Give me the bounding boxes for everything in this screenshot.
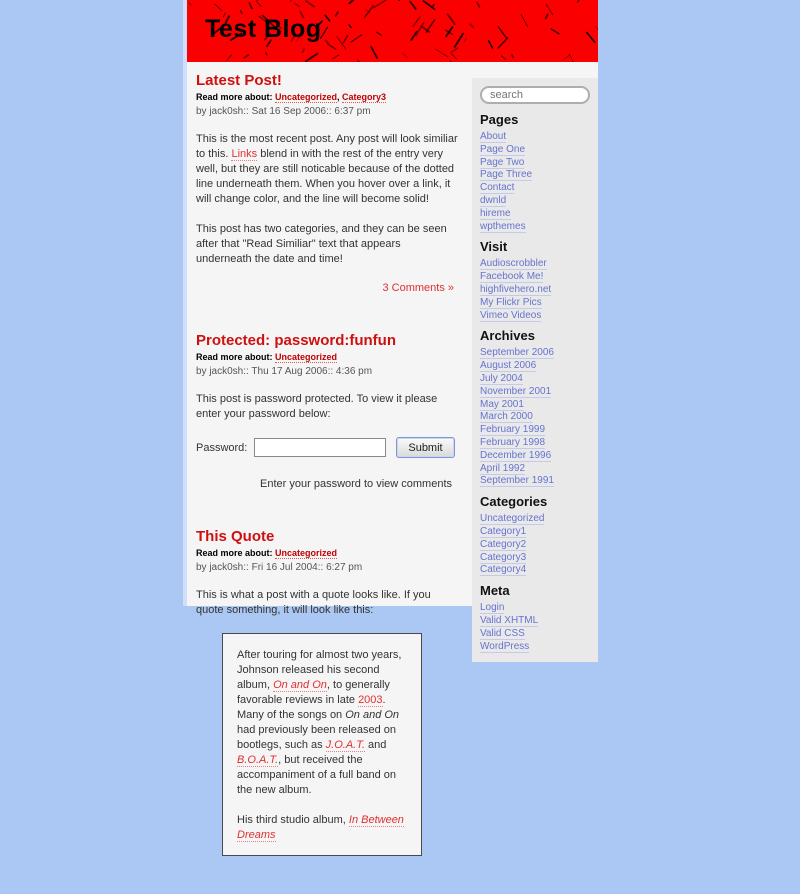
- post-title[interactable]: Protected: password:funfun: [196, 332, 458, 349]
- sidebar-link-list: [480, 130, 590, 231]
- sidebar-link[interactable]: About: [480, 131, 506, 143]
- sidebar-sections: [480, 112, 590, 651]
- sidebar-link-list: [480, 257, 590, 320]
- sidebar-list-item: [480, 130, 590, 142]
- submit-button[interactable]: Submit: [396, 437, 454, 458]
- sidebar-link[interactable]: Facebook Me!: [480, 271, 543, 283]
- sidebar-link[interactable]: July 2004: [480, 373, 523, 385]
- sidebar-list-item: [480, 538, 590, 550]
- sidebar-list-item: [480, 270, 590, 282]
- sidebar-list-item: [480, 474, 590, 486]
- blog-post: [196, 332, 458, 490]
- quote-paragraph: His third studio album, In Between Dreams: [237, 813, 409, 843]
- sidebar-link[interactable]: Page Two: [480, 157, 524, 169]
- comments-link[interactable]: 3 Comments »: [382, 282, 454, 294]
- sidebar-link[interactable]: WordPress: [480, 641, 529, 653]
- sidebar-link[interactable]: Category3: [480, 552, 526, 564]
- post-read-more-line: [196, 548, 458, 558]
- entry-link[interactable]: J.O.A.T.: [326, 739, 365, 752]
- sidebar-link[interactable]: wpthemes: [480, 221, 526, 233]
- sidebar-list-item: [480, 627, 590, 639]
- sidebar-link[interactable]: Category1: [480, 526, 526, 538]
- search-input[interactable]: [480, 86, 590, 104]
- post-paragraph: This is what a post with a quote looks like. If you quote something, it will look like this:: [196, 588, 458, 618]
- sidebar-list-item: [480, 423, 590, 435]
- post-read-more-line: Read more about: Uncategorized, Category3: [196, 92, 458, 102]
- sidebar-heading: Archives: [480, 328, 590, 343]
- post-paragraph: This post is password protected. To view it please enter your password below:: [196, 392, 458, 422]
- post-category-link[interactable]: Category3: [342, 92, 386, 103]
- sidebar-link[interactable]: February 1998: [480, 437, 545, 449]
- sidebar-heading: Meta: [480, 583, 590, 598]
- sidebar-link[interactable]: Valid XHTML: [480, 615, 538, 627]
- sidebar-link-list: [480, 346, 590, 486]
- sidebar-heading: Categories: [480, 494, 590, 509]
- sidebar-list-item: [480, 436, 590, 448]
- sidebar-link[interactable]: Contact: [480, 182, 514, 194]
- post-category-link[interactable]: Uncategorized: [275, 548, 337, 559]
- sidebar-link[interactable]: May 2001: [480, 399, 524, 411]
- sidebar-list-item: [480, 551, 590, 563]
- sidebar-link[interactable]: Vimeo Videos: [480, 310, 541, 322]
- sidebar-list-item: [480, 207, 590, 219]
- sidebar-link[interactable]: November 2001: [480, 386, 551, 398]
- sidebar-link[interactable]: February 1999: [480, 424, 545, 436]
- sidebar-list-item: [480, 449, 590, 461]
- page-column: [183, 0, 598, 606]
- blog-post: [196, 62, 458, 294]
- sidebar-link[interactable]: My Flickr Pics: [480, 297, 542, 309]
- sidebar-list-item: [480, 194, 590, 206]
- post-byline: by jack0sh:: Sat 16 Sep 2006:: 6:37 pm: [196, 106, 458, 117]
- sidebar-list-item: [480, 168, 590, 180]
- sidebar-link[interactable]: Page One: [480, 144, 525, 156]
- post-read-more-line: [196, 352, 458, 362]
- sidebar-link[interactable]: Login: [480, 602, 504, 614]
- read-more-label: Read more about:: [196, 548, 275, 558]
- blog-post: [196, 528, 458, 856]
- sidebar-link[interactable]: Audioscrobbler: [480, 258, 547, 270]
- post-paragraph: This is the most recent post. Any post will look similiar to this. Links blend in with the rest of the entry very well, but they are still noticable because of the dotted line underneath them. When you hover over a link, it will change color, and the line will become solid!: [196, 132, 458, 207]
- sidebar-list-item: [480, 359, 590, 371]
- blog-title[interactable]: Test Blog: [205, 15, 322, 44]
- posts-area: [196, 62, 458, 894]
- sidebar-heading: Visit: [480, 239, 590, 254]
- sidebar-link[interactable]: hireme: [480, 208, 511, 220]
- post-byline: by jack0sh:: Thu 17 Aug 2006:: 4:36 pm: [196, 366, 458, 377]
- entry-link[interactable]: On and On: [273, 679, 327, 692]
- sidebar-list-item: [480, 309, 590, 321]
- post-paragraph: This post has two categories, and they can be seen after that "Read Similiar" text that appears underneath the date and time!: [196, 222, 458, 267]
- sidebar-list-item: [480, 385, 590, 397]
- sidebar-list-item: [480, 372, 590, 384]
- sidebar-list-item: [480, 143, 590, 155]
- sidebar-link[interactable]: Page Three: [480, 169, 532, 181]
- blog-header: [187, 0, 598, 62]
- sidebar-list-item: [480, 346, 590, 358]
- sidebar-link[interactable]: highfivehero.net: [480, 284, 551, 296]
- read-more-label: Read more about:: [196, 92, 275, 102]
- sidebar-list-item: [480, 563, 590, 575]
- sidebar-list-item: [480, 512, 590, 524]
- password-input[interactable]: [254, 438, 386, 457]
- sidebar-heading: Pages: [480, 112, 590, 127]
- sidebar-link[interactable]: March 2000: [480, 411, 533, 423]
- post-category-link[interactable]: Uncategorized: [275, 352, 337, 363]
- sidebar-list-item: [480, 283, 590, 295]
- password-form: [196, 437, 458, 458]
- quote-paragraph: After touring for almost two years, Johnson released his second album, On and On, to generally favorable reviews in late 2003. Many of the songs on On and On had previously been released on bootlegs, such as J.O.A.T. and B.O.A.T., but received the accompaniment of a full band on the new album.: [237, 648, 409, 798]
- sidebar-list-item: [480, 257, 590, 269]
- sidebar-list-item: [480, 410, 590, 422]
- sidebar-list-item: [480, 614, 590, 626]
- read-more-label: Read more about:: [196, 352, 275, 362]
- password-comments-note: Enter your password to view comments: [196, 478, 458, 490]
- sidebar-list-item: [480, 296, 590, 308]
- entry-link[interactable]: B.O.A.T.: [237, 754, 278, 767]
- sidebar-list-item: [480, 640, 590, 652]
- comments-line: [196, 282, 454, 294]
- quote-block: [222, 633, 422, 856]
- sidebar-link[interactable]: Valid CSS: [480, 628, 525, 640]
- sidebar-list-item: [480, 220, 590, 232]
- sidebar-link[interactable]: April 1992: [480, 463, 525, 475]
- sidebar-link[interactable]: September 1991: [480, 475, 554, 487]
- post-category-link[interactable]: Uncategorized: [275, 92, 337, 103]
- sidebar-link[interactable]: Uncategorized: [480, 513, 544, 525]
- post-title[interactable]: This Quote: [196, 528, 458, 545]
- sidebar-link[interactable]: dwnld: [480, 195, 506, 207]
- sidebar-link-list: [480, 512, 590, 575]
- sidebar-list-item: [480, 601, 590, 613]
- sidebar-link[interactable]: Category2: [480, 539, 526, 551]
- password-label: Password:: [196, 442, 247, 454]
- post-title[interactable]: Latest Post!: [196, 72, 458, 89]
- sidebar-link[interactable]: September 2006: [480, 347, 554, 359]
- entry-link[interactable]: 2003: [358, 694, 382, 707]
- italic-text: On and On: [345, 709, 399, 721]
- sidebar-link-list: [480, 601, 590, 651]
- entry-link[interactable]: In Between Dreams: [237, 814, 404, 842]
- entry-link[interactable]: Links: [231, 148, 257, 161]
- sidebar-list-item: [480, 462, 590, 474]
- sidebar-link[interactable]: December 1996: [480, 450, 551, 462]
- sidebar-list-item: [480, 156, 590, 168]
- sidebar-list-item: [480, 398, 590, 410]
- sidebar-link[interactable]: August 2006: [480, 360, 536, 372]
- post-byline: by jack0sh:: Fri 16 Jul 2004:: 6:27 pm: [196, 562, 458, 573]
- sidebar: [472, 78, 598, 662]
- sidebar-list-item: [480, 181, 590, 193]
- sidebar-list-item: [480, 525, 590, 537]
- sidebar-link[interactable]: Category4: [480, 564, 526, 576]
